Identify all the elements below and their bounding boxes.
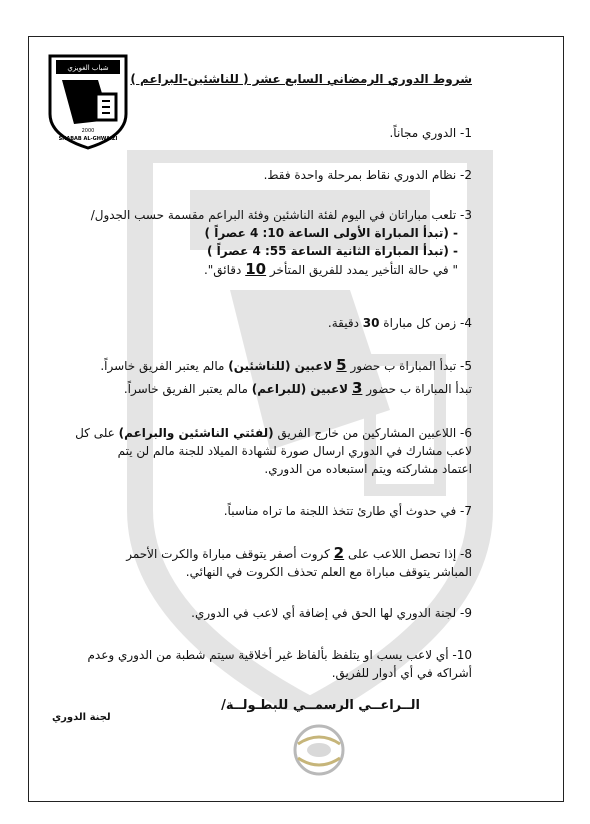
rule-3-intro: 3- تلعب مباراتان في اليوم لفئة الناشئين وفئة البراعم مقسمة حسب الجدول/ <box>90 208 472 222</box>
rule-10-line-1: 10- أي لاعب يسب او يتلفظ بألفاظ غير أخلاقية سيتم شطبة من الدوري وعدم <box>87 648 472 662</box>
rule-6-line-2: لاعب مشارك في الدوري ارسال صورة لشهادة الميلاد للجنة مالم لن يتم <box>117 444 472 458</box>
rule-6-line-3: اعتماد مشاركته ويتم استبعاده من الدوري. <box>264 462 472 476</box>
club-logo <box>48 54 128 150</box>
rule-2: 2- نظام الدوري نقاط بمرحلة واحدة فقط. <box>263 168 472 182</box>
rule-5 <box>100 356 472 398</box>
rule-5-line-1: 5- تبدأ المباراة ب حضور 5 لاعبين (للناشئين) مالم يعتبر الفريق خاسراً. <box>100 356 472 374</box>
logo-brand-text: SHABAB AL-GHWAIZI <box>58 136 118 142</box>
rule-4: 4- زمن كل مباراة 30 دقيقة. <box>327 316 472 330</box>
rule-6-line-1: 6- اللاعبين المشاركين من خارج الفريق (لفئتي الناشئين والبراعم) على كل <box>75 426 472 440</box>
sponsor-logo <box>276 722 362 778</box>
league-committee-signature: لجنة الدوري <box>52 712 111 723</box>
rule-3-match-1: - (تبدأ المباراة الأولى الساعة 10: 4 عصراً ) <box>204 226 458 240</box>
rule-8-line-1: 8- إذا تحصل اللاعب على 2 كروت أصفر يتوقف مباراة والكرت الأحمر <box>126 544 472 562</box>
rule-8-line-2: المباشر يتوقف مباراة مع العلم تحذف الكروت في النهائي. <box>185 565 472 579</box>
rule-7: 7- في حدوث أي طارئ تتخذ اللجنة ما تراه مناسباً. <box>223 504 472 518</box>
rule-3-delay: " في حالة التأخير يمدد للفريق المتأخر 10 دقائق". <box>203 260 458 278</box>
rule-3 <box>91 206 472 279</box>
page-title: شروط الدوري الرمضاني السابع عشر ( للناشئين-البراعم ) <box>130 72 472 86</box>
rule-3-match-2: - (تبدأ المباراة الثانية الساعة 55: 4 عصراً ) <box>207 244 458 258</box>
rule-9: 9- لجنة الدوري لها الحق في إضافة أي لاعب في الدوري. <box>191 606 472 620</box>
rule-10 <box>87 646 472 682</box>
logo-year: 2000 <box>81 128 95 134</box>
rule-6 <box>75 424 472 478</box>
rule-5-line-2: تبدأ المباراة ب حضور 3 لاعبين (للبراعم) مالم يعتبر الفريق خاسراً. <box>123 379 472 397</box>
official-sponsor-label: الــراعــي الرسمــي للبطـولــة/ <box>221 698 420 713</box>
rule-1: 1- الدوري مجاناً. <box>389 126 472 140</box>
logo-arabic-text: شباب الغويزي <box>67 64 109 72</box>
rule-10-line-2: أشراكه في أي أدوار للفريق. <box>331 666 472 680</box>
rule-8 <box>126 544 472 581</box>
